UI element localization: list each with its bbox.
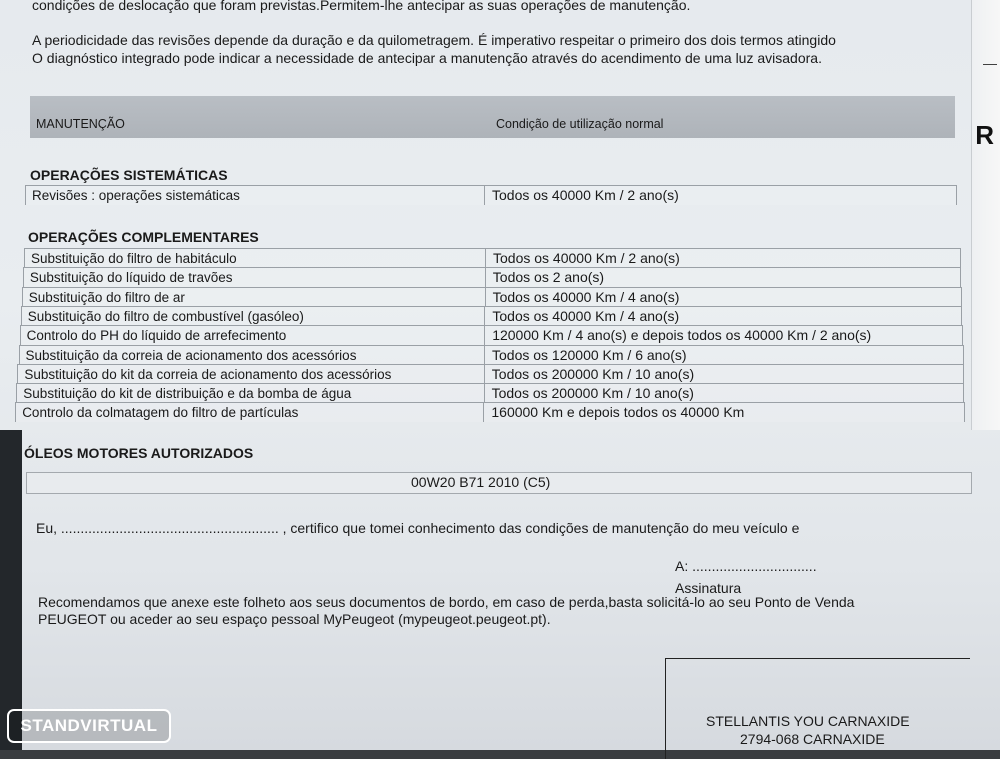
oils-title: ÓLEOS MOTORES AUTORIZADOS — [24, 445, 254, 461]
intro-line-2: A periodicidade das revisões depende da duração e da quilometragem. É imperativo respeitar o primeiro dos dois termos atingido — [32, 32, 836, 48]
systematic-title: OPERAÇÕES SISTEMÁTICAS — [30, 167, 228, 183]
interval-cell: Todos os 200000 Km / 10 ano(s) — [491, 385, 694, 402]
intro-line-3: O diagnóstico integrado pode indicar a necessidade de antecipar a manutenção através do acendimento de uma luz avisadora. — [32, 50, 822, 66]
signature-label: Assinatura — [675, 580, 742, 596]
adjacent-page-edge — [971, 0, 1000, 430]
operation-cell: Controlo da colmatagem do filtro de partículas — [22, 405, 299, 421]
interval-cell: Todos os 40000 Km / 4 ano(s) — [492, 307, 680, 324]
interval-cell: Todos os 120000 Km / 6 ano(s) — [492, 346, 687, 363]
table-row — [19, 345, 964, 365]
interval-cell: Todos os 200000 Km / 10 ano(s) — [491, 365, 695, 382]
column-divider — [484, 384, 485, 403]
edge-dash: — — [983, 55, 997, 71]
operation-cell: Substituição da correia de acionamento dos acessórios — [25, 347, 357, 363]
table-row — [25, 185, 957, 205]
header-condition: Condição de utilização normal — [496, 117, 664, 131]
oil-spec-value: 00W20 B71 2010 (C5) — [411, 474, 551, 490]
table-row — [24, 248, 961, 268]
column-divider — [485, 249, 486, 268]
operation-cell: Substituição do kit de distribuição e da bomba de água — [23, 386, 352, 402]
interval-cell: Todos os 40000 Km / 2 ano(s) — [492, 187, 679, 203]
operation-cell: Controlo do PH do líquido de arrefecimento — [26, 328, 287, 344]
recommendation-line-2: PEUGEOT ou aceder ao seu espaço pessoal MyPeugeot (mypeugeot.peugeot.pt). — [38, 611, 551, 627]
operation-cell: Substituição do kit da correia de acionamento dos acessórios — [24, 366, 392, 382]
table-row — [17, 364, 964, 384]
maintenance-table-header — [30, 96, 955, 138]
complementary-title: OPERAÇÕES COMPLEMENTARES — [28, 229, 259, 245]
column-divider — [484, 326, 485, 345]
operation-cell: Substituição do filtro de habitáculo — [31, 251, 237, 266]
oil-spec-box — [26, 472, 972, 494]
column-divider — [484, 186, 485, 205]
column-divider — [485, 268, 486, 287]
header-maintenance: MANUTENÇÃO — [36, 117, 125, 131]
interval-cell: Todos os 2 ano(s) — [492, 269, 605, 286]
place-date-line: A: ................................ — [675, 558, 817, 574]
background-surface — [0, 430, 22, 750]
operation-cell: Substituição do filtro de combustível (gasóleo) — [27, 308, 304, 324]
table-row — [21, 306, 963, 326]
table-row — [16, 383, 964, 403]
column-divider — [484, 346, 485, 365]
operation-cell: Substituição do líquido de travões — [29, 270, 233, 286]
edge-letter: R — [975, 120, 994, 150]
column-divider — [484, 307, 485, 326]
recommendation-line-1: Recomendamos que anexe este folheto aos seus documentos de bordo, em caso de perda,basta solicitá-lo ao seu Ponto de Venda — [38, 594, 855, 610]
operation-cell: Substituição do filtro de ar — [28, 289, 185, 305]
standvirtual-watermark: STANDVIRTUAL — [7, 709, 171, 743]
dealer-name: STELLANTIS YOU CARNAXIDE — [706, 713, 910, 729]
table-row — [15, 402, 965, 422]
interval-cell: 160000 Km e depois todos os 40000 Km — [491, 404, 745, 421]
interval-cell: Todos os 40000 Km / 4 ano(s) — [492, 288, 680, 305]
column-divider — [485, 288, 486, 307]
intro-line-1: condições de deslocação que foram previstas.Permitem-lhe antecipar as suas operações de manutenção. — [32, 0, 691, 13]
interval-cell: 120000 Km / 4 ano(s) e depois todos os 40000 Km / 2 ano(s) — [492, 327, 872, 344]
certification-text: Eu, ........................................................ , certifico que tomei conhecimento das condições de manutenção do meu veículo e — [36, 520, 800, 536]
dealer-stamp-box — [665, 658, 970, 759]
table-row — [22, 287, 962, 307]
column-divider — [484, 365, 485, 384]
column-divider — [483, 403, 484, 422]
interval-cell: Todos os 40000 Km / 2 ano(s) — [493, 250, 680, 266]
table-row — [20, 325, 963, 345]
dealer-postal: 2794-068 CARNAXIDE — [740, 731, 885, 747]
operation-cell: Revisões : operações sistemáticas — [32, 188, 240, 203]
table-row — [23, 267, 962, 287]
